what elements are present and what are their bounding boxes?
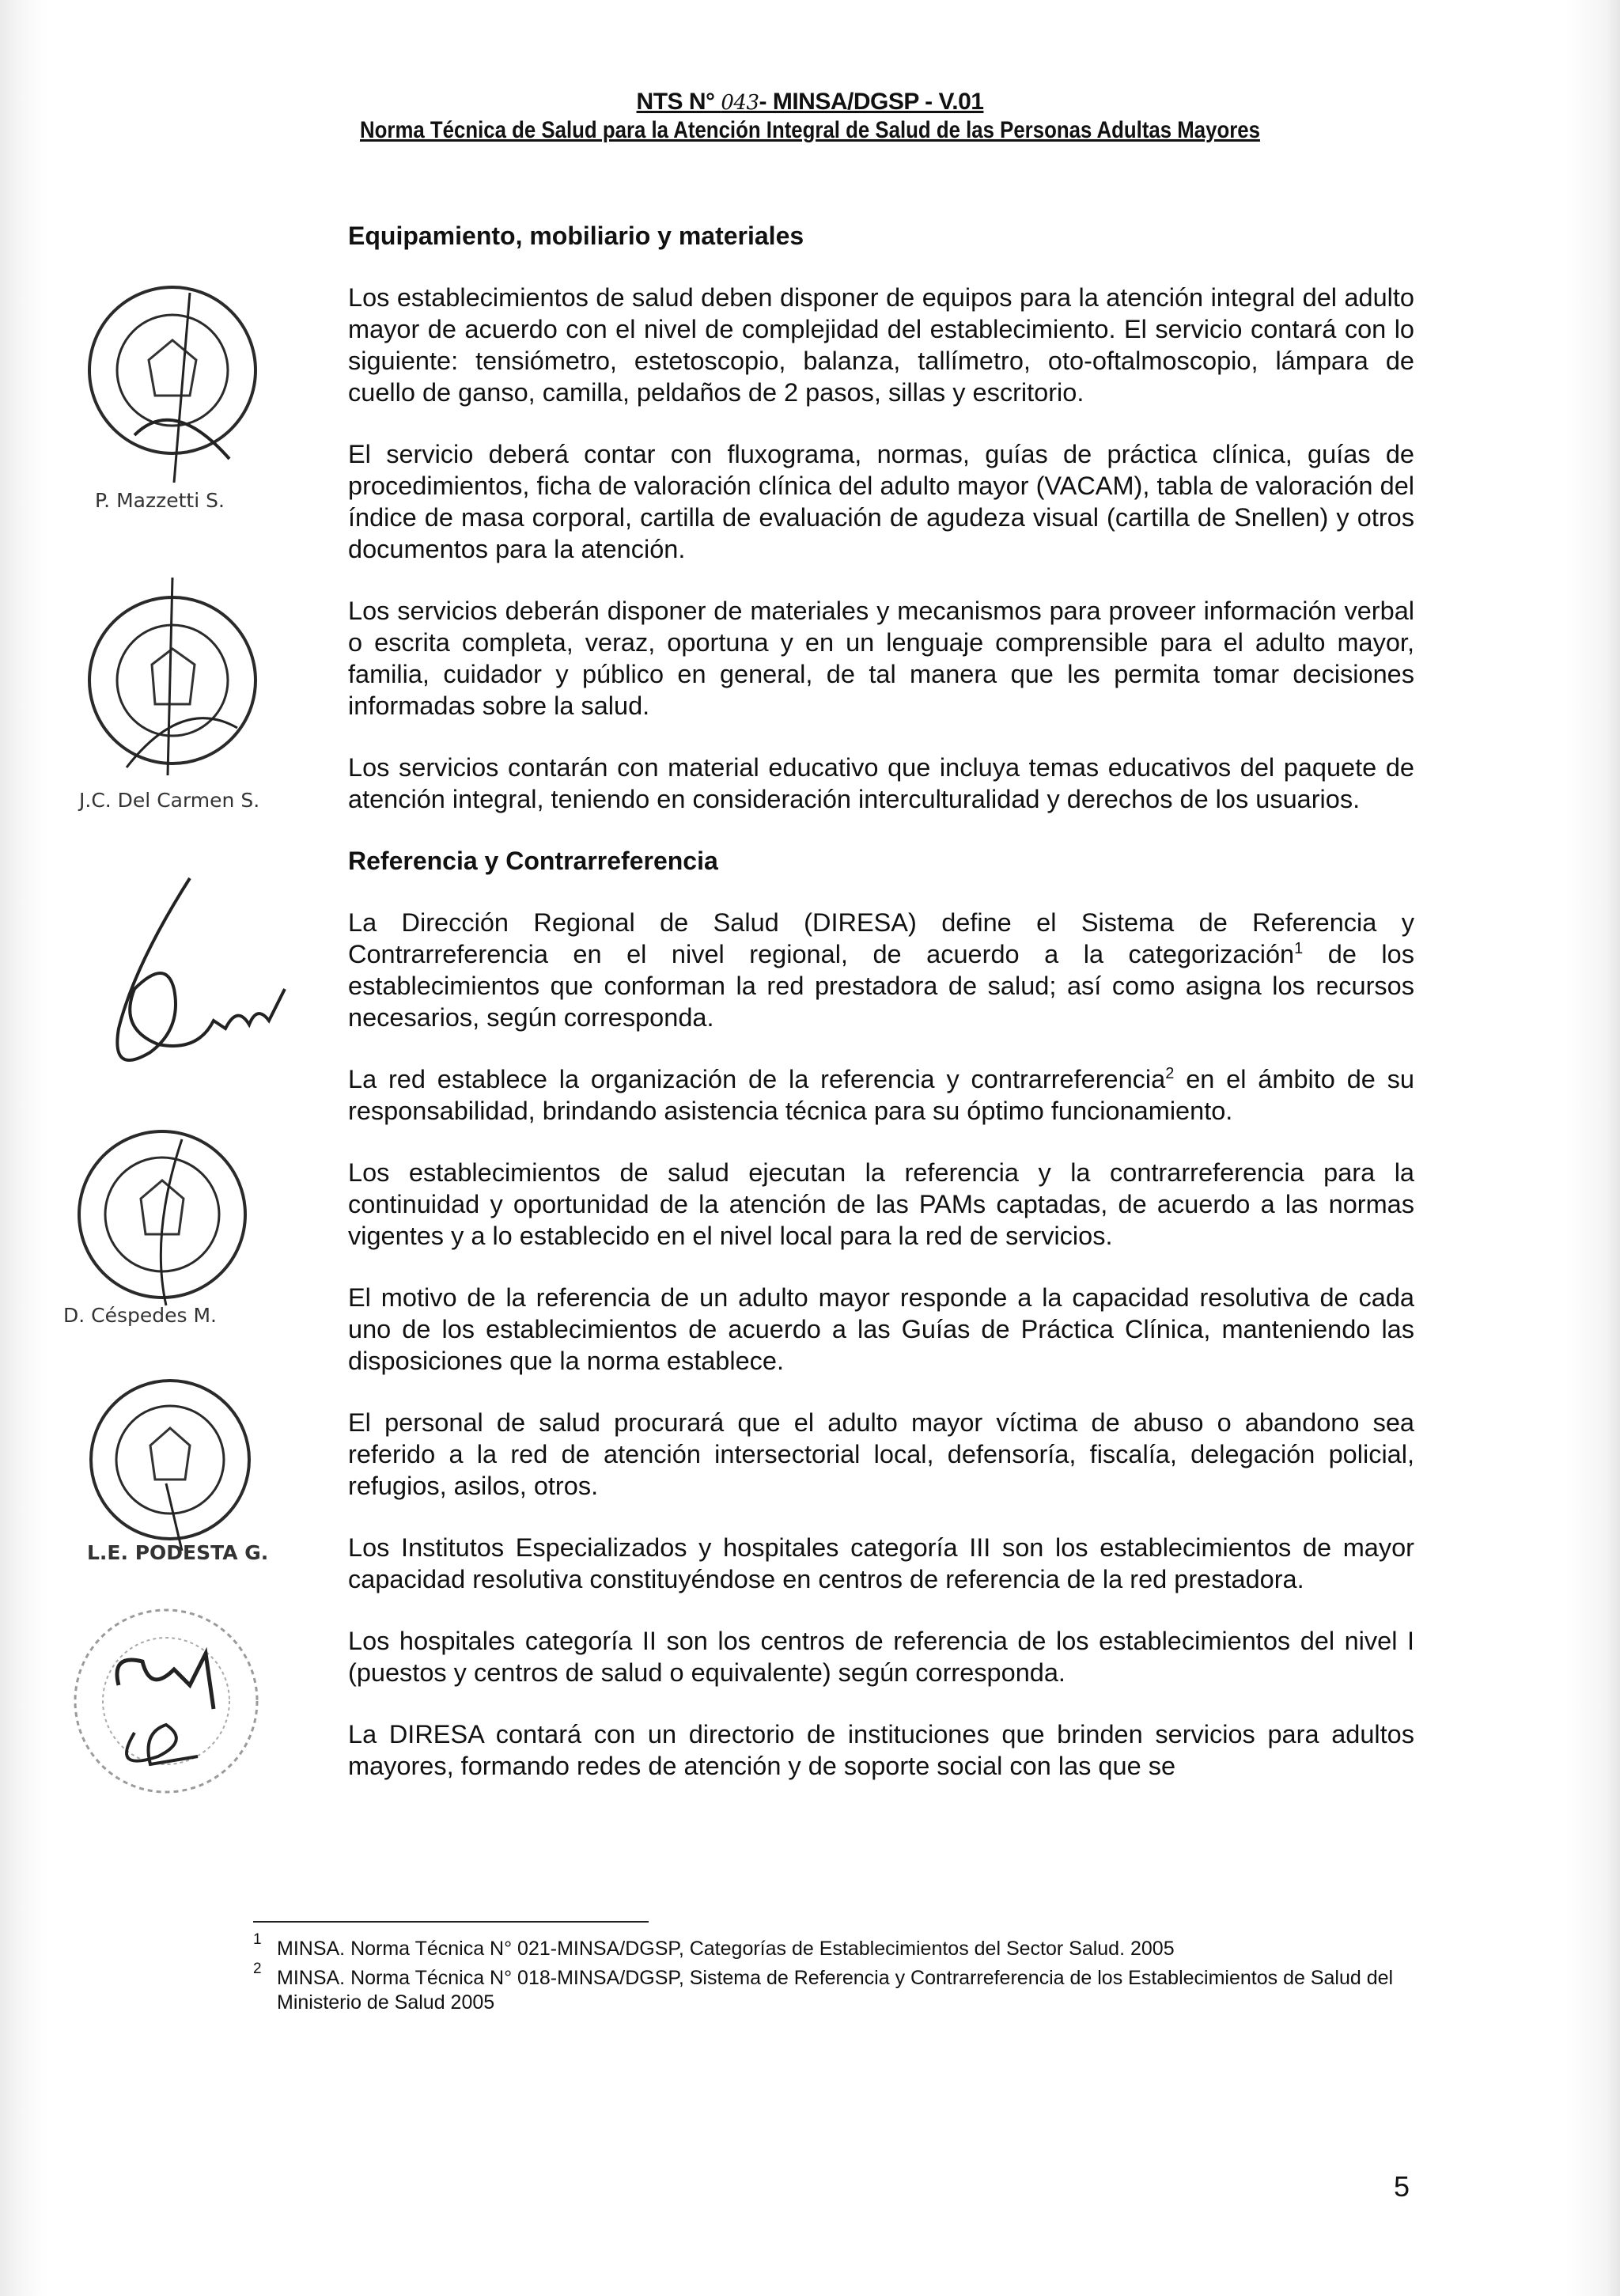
stamp-5-label: L.E. PODESTA G. (87, 1541, 269, 1564)
norm-title: Norma Técnica de Salud para la Atención Integral de Salud de las Personas Adultas Mayores (360, 117, 1260, 143)
footnote-ref-1[interactable]: 1 (1294, 940, 1304, 958)
faded-seal-with-signature (63, 1598, 269, 1804)
paragraph-text: La red establece la organización de la referencia y contrarreferencia (348, 1065, 1166, 1093)
footnote-2 (253, 1961, 1416, 2015)
seal-icon (63, 1598, 269, 1804)
paragraph-text: de los establecimientos que conforman la red prestadora de salud; así como asigna los recursos necesarios, según corresponda. (348, 940, 1414, 1032)
paragraph-text: en el ámbito de su responsabilidad, brindando asistencia técnica para su óptimo funcionamiento. (348, 1065, 1414, 1125)
paragraph: Los Institutos Especializados y hospitales categoría III son los establecimientos de mayor capacidad resolutiva constituyéndose en centros de referencia de la red prestadora. (348, 1533, 1414, 1593)
signature-icon (87, 870, 293, 1084)
heading-equipamiento: Equipamiento, mobiliario y materiales (348, 222, 804, 250)
norm-code-prefix: NTS N° (636, 89, 721, 115)
footnotes (253, 1931, 1416, 2020)
paragraph: El personal de salud procurará que el adulto mayor víctima de abuso o abandono sea referido a la red de atención intersectorial local, defensoría, fiscalía, delegación policial, refugios, asilos, otros. (348, 1408, 1414, 1500)
stamp-4-label: D. Céspedes M. (63, 1304, 217, 1327)
paragraph: El servicio deberá contar con fluxograma, normas, guías de práctica clínica, guías de procedimientos, ficha de valoración clínica del adulto mayor (VACAM), tabla de valoración del índice de masa corporal, cartilla de evaluación de agudeza visual (cartilla de Snellen) y otros documentos para la atención. (348, 440, 1414, 563)
footnote-text: MINSA. Norma Técnica N° 021-MINSA/DGSP, Categorías de Establecimientos del Sector Salud. 2005 (277, 1938, 1175, 1960)
main-content (348, 220, 1414, 1812)
footnote-ref-2[interactable]: 2 (1165, 1065, 1175, 1083)
paragraph: El motivo de la referencia de un adulto mayor responde a la capacidad resolutiva de cada uno de los establecimientos de acuerdo a las Guías de Práctica Clínica, manteniendo las disposiciones que la norma establece. (348, 1283, 1414, 1375)
paragraph: Los hospitales categoría II son los centros de referencia de los establecimientos del nivel I (puestos y centros de salud o equivalente) según corresponda. (348, 1627, 1414, 1687)
paragraph: La DIRESA contará con un directorio de instituciones que brinden servicios para adultos mayores, formando redes de atención y de soporte social con las que se (348, 1720, 1414, 1780)
seal-icon (79, 570, 269, 783)
paragraph: Los servicios deberán disponer de materiales y mecanismos para proveer información verbal o escrita completa, veraz, oportuna y en un lenguaje comprensible para el adulto mayor, familia, cuidador y público en general, de tal manera que les permita tomar decisiones informadas sobre la salud. (348, 597, 1414, 720)
paragraph (348, 1063, 1414, 1127)
seal-icon (71, 1373, 269, 1555)
footnote-rule (253, 1921, 649, 1923)
ministry-seal-stamp-2 (79, 570, 269, 783)
norm-code (0, 89, 1620, 116)
ministry-seal-stamp-5 (71, 1373, 269, 1555)
ministry-seal-stamp-4 (63, 1123, 261, 1313)
stamp-2-label: J.C. Del Carmen S. (79, 789, 260, 812)
footnote-number: 2 (253, 1961, 262, 1977)
footnote-1 (253, 1931, 1416, 1961)
paragraph: Los establecimientos de salud deben disponer de equipos para la atención integral del adulto mayor de acuerdo con el nivel de complejidad del establecimiento. El servicio contará con lo siguiente: tensiómetro, estetoscopio, balanza, tallímetro, oto-oftalmoscopio, lámpara de cuello de ganso, camilla, peldaños de 2 pasos, sillas y escritorio. (348, 283, 1414, 407)
ministry-seal-stamp-1 (79, 277, 269, 498)
heading-referencia: Referencia y Contrarreferencia (348, 847, 718, 875)
paragraph-text: La Dirección Regional de Salud (DIRESA) define el Sistema de Referencia y Contrarreferencia en el nivel regional, de acuerdo a la categorización (348, 908, 1414, 968)
stamp-1-label: P. Mazzetti S. (95, 489, 225, 512)
document-header (0, 89, 1620, 144)
norm-code-suffix: - MINSA/DGSP - V.01 (759, 89, 984, 115)
footnote-text: MINSA. Norma Técnica N° 018-MINSA/DGSP, Sistema de Referencia y Contrarreferencia de los Establecimientos de Salud del Ministerio de Salud 2005 (277, 1967, 1394, 2014)
paragraph: Los servicios contarán con material educativo que incluya temas educativos del paquete de atención integral, teniendo en consideración interculturalidad y derechos de los usuarios. (348, 753, 1414, 813)
footnote-number: 1 (253, 1931, 262, 1948)
seal-icon (63, 1123, 261, 1313)
norm-code-handwritten-number: 043 (721, 91, 759, 115)
seal-icon (79, 277, 269, 498)
handwritten-signature (87, 870, 293, 1084)
paragraph (348, 907, 1414, 1033)
page-number: 5 (1394, 2170, 1410, 2203)
paragraph: Los establecimientos de salud ejecutan la referencia y la contrarreferencia para la continuidad y oportunidad de la atención de las PAMs captadas, de acuerdo a las normas vigentes y a lo establecido en el nivel local para la red de servicios. (348, 1158, 1414, 1250)
